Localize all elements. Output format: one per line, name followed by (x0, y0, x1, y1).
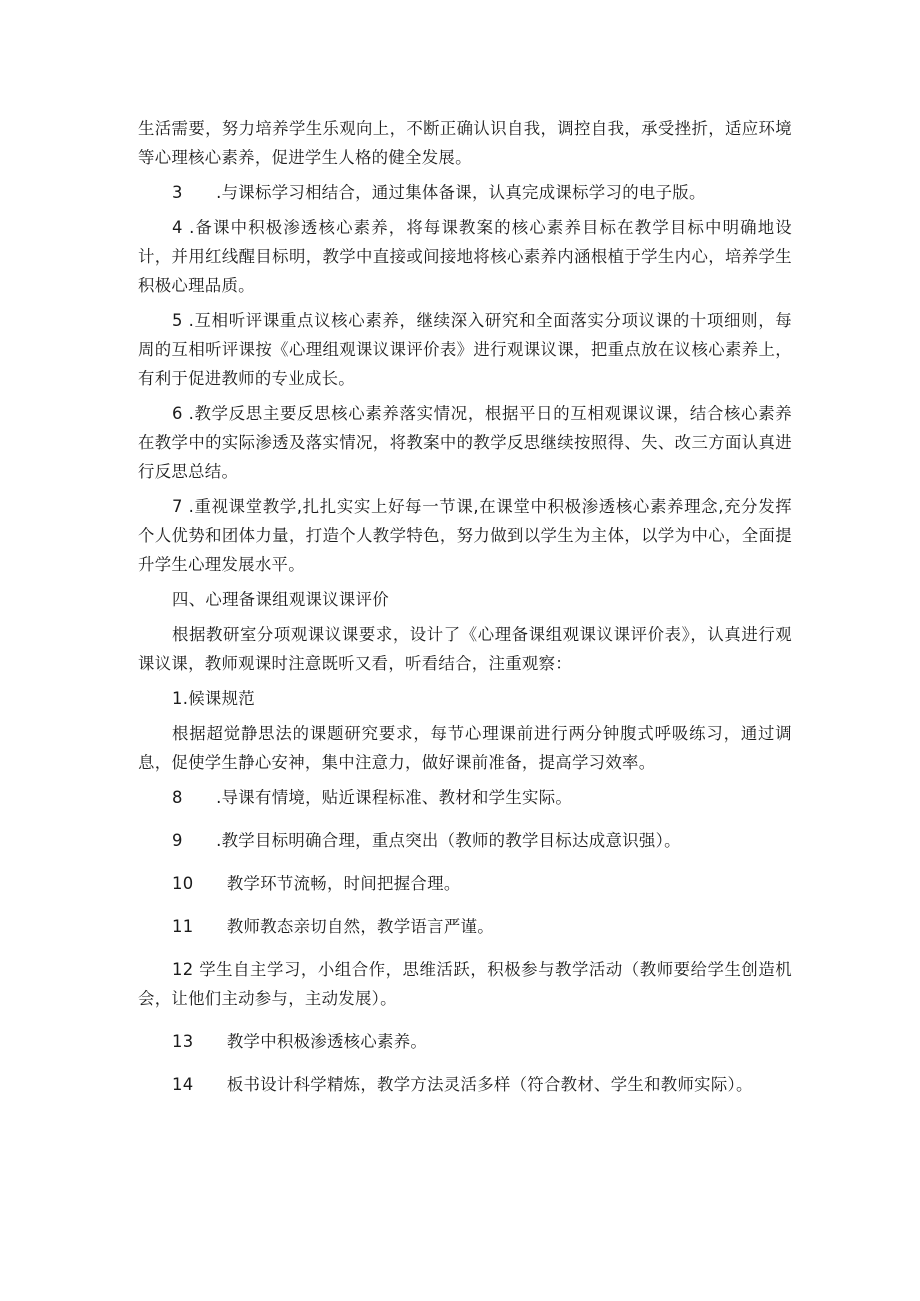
subheading-1-body: 根据超觉静思法的课题研究要求，每节心理课前进行两分钟腹式呼吸练习，通过调息，促使学生静心安神，集中注意力，做好课前准备，提高学习效率。 (138, 724, 792, 772)
list-item-11: 11 教师教态亲切自然，教学语言严谨。 (172, 917, 494, 936)
list-item-14: 14 板书设计科学精炼，教学方法灵活多样（符合教材、学生和教师实际）。 (172, 1075, 753, 1094)
list-item-5: 5 .互相听评课重点议核心素养，继续深入研究和全面落实分项议课的十项细则，每周的互相听评课按《心理组观课议课评价表》进行观课议课，把重点放在议核心素养上，有利于促进教师的专业成长。 (138, 311, 792, 388)
list-item-8: 8 .导课有情境，贴近课程标准、教材和学生实际。 (172, 788, 573, 807)
subheading-1: 1.候课规范 (172, 689, 256, 708)
section-heading: 四、心理备课组观课议课评价 (172, 590, 389, 609)
list-item-10: 10 教学环节流畅，时间把握合理。 (172, 874, 461, 893)
paragraph-continuation: 生活需要，努力培养学生乐观向上，不断正确认识自我，调控自我，承受挫折，适应环境等心理核心素养，促进学生人格的健全发展。 (138, 119, 792, 167)
list-item-6: 6 .教学反思主要反思核心素养落实情况，根据平日的互相观课议课，结合核心素养在教学中的实际渗透及落实情况，将教案中的教学反思继续按照得、失、改三方面认真进行反思总结。 (138, 404, 792, 481)
list-item-3: 3 .与课标学习相结合，通过集体备课，认真完成课标学习的电子版。 (172, 183, 706, 202)
list-item-4: 4 .备课中积极渗透核心素养，将每课教案的核心素养目标在教学目标中明确地设计，并用红线醒目标明，教学中直接或间接地将核心素养内涵根植于学生内心，培养学生积极心理品质。 (138, 218, 792, 295)
list-item-12: 12 学生自主学习，小组合作，思维活跃，积极参与教学活动（教师要给学生创造机会，让他们主动参与，主动发展）。 (138, 960, 792, 1008)
list-item-13: 13 教学中积极渗透核心素养。 (172, 1032, 428, 1051)
list-item-7: 7 .重视课堂教学,扎扎实实上好每一节课,在课堂中积极渗透核心素养理念,充分发挥个人优势和团体力量，打造个人教学特色，努力做到以学生为主体，以学为中心，全面提升学生心理发展水平。 (138, 497, 792, 574)
section-intro: 根据教研室分项观课议课要求，设计了《心理备课组观课议课评价表》，认真进行观课议课，教师观课时注意既听又看，听看结合，注重观察： (138, 625, 792, 673)
document-body (138, 114, 792, 1105)
list-item-9: 9 .教学目标明确合理，重点突出（教师的教学目标达成意识强）。 (172, 831, 681, 850)
